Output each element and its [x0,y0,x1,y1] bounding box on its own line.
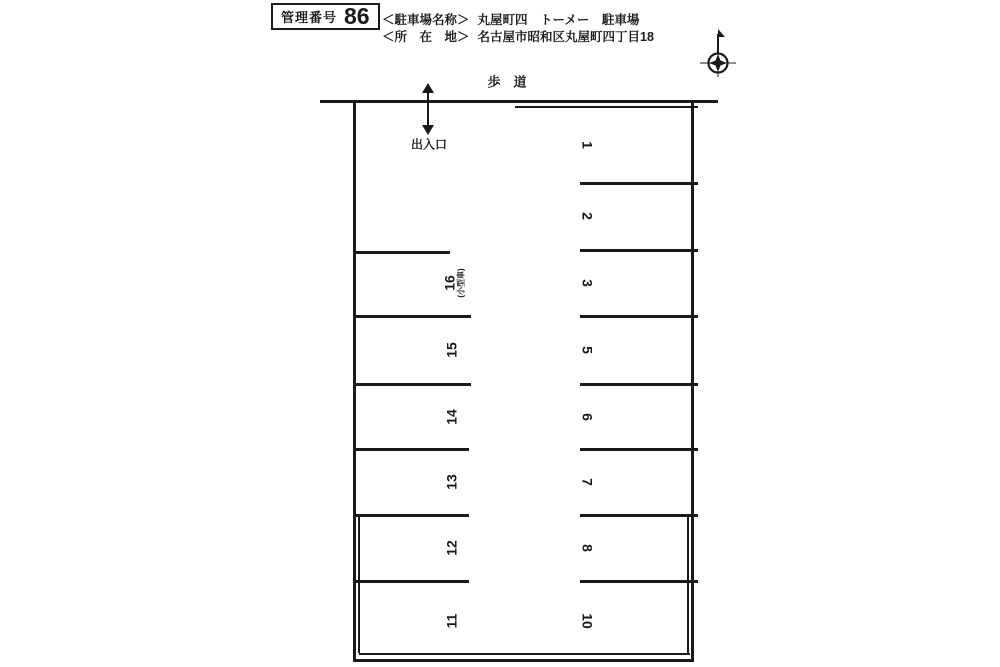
space-divider [353,383,471,386]
space-divider [353,251,450,254]
parking-space-label-10: 10 [579,613,596,629]
parking-name-line [382,10,639,28]
parking-space-label-1: 1 [579,141,596,149]
space-divider [353,315,471,318]
parking-space-label-5: 5 [579,346,596,354]
space-divider [580,249,698,252]
space-divider [353,580,469,583]
management-number-box [271,3,380,30]
space-divider [353,448,469,451]
parking-name-value: 丸屋町四 トーメー 駐車場 [477,13,640,27]
parking-space-label-6: 6 [579,413,596,421]
right-fence-inner-line [687,514,689,653]
parking-space-label-2: 2 [579,212,596,220]
parking-space-label-7: 7 [579,478,596,486]
parking-space-label-12: 12 [443,540,460,556]
entrance-label: 出入口 [410,137,448,152]
management-number-label: 管理番号 [281,10,338,25]
parking-space-number: 16 [441,275,458,291]
small-car-note: (小型車) [456,268,466,298]
space-divider [580,383,698,386]
lot-border-bottom [353,659,694,662]
sidewalk-label: 歩 道 [487,74,527,90]
entrance-arrow-down-icon [422,125,434,135]
parking-address-line [382,27,654,45]
parking-space-label-3: 3 [579,279,596,287]
space-divider [580,315,698,318]
space-divider [580,514,698,517]
parking-address-label: ＜所 在 地＞ [382,30,470,44]
space-divider [580,182,698,185]
bottom-fence-inner-line [359,653,690,655]
left-fence-inner-line [358,514,360,653]
space-divider [353,514,469,517]
parking-space-label-14: 14 [443,409,460,425]
parking-name-label: ＜駐車場名称＞ [382,13,470,27]
entrance-arrow-shaft [427,92,429,126]
parking-address-value: 名古屋市昭和区丸屋町四丁目18 [477,30,654,44]
parking-space-label-11: 11 [443,613,460,629]
parking-space-label-15: 15 [443,342,460,358]
space-divider [580,448,698,451]
parking-space-label-16 [442,268,465,297]
management-number-value: 86 [344,3,370,29]
top-fence-inner-line [515,106,698,108]
sidewalk-line [320,100,718,103]
lot-border-left [353,100,356,662]
space-divider [580,580,698,583]
parking-space-label-8: 8 [579,544,596,552]
parking-space-label-13: 13 [443,474,460,490]
compass-north-icon [696,26,740,78]
